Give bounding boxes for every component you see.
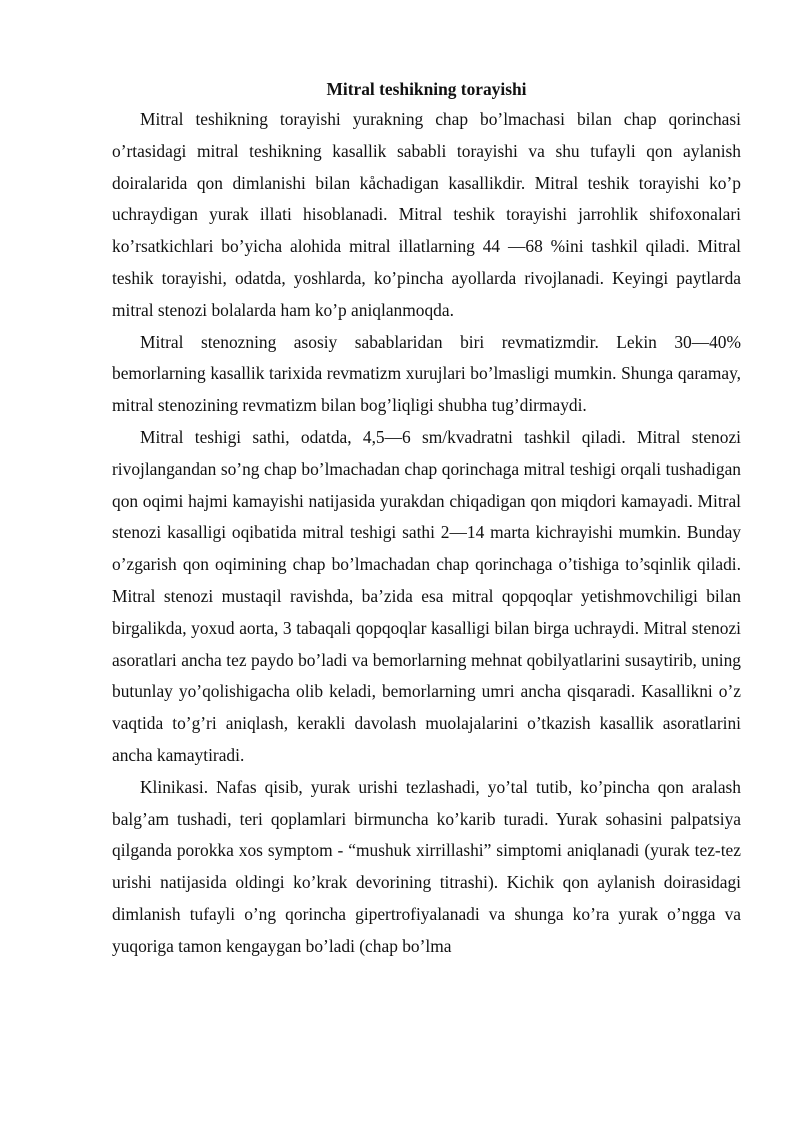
document-title: Mitral teshikning torayishi xyxy=(326,79,527,99)
document-body xyxy=(112,76,741,963)
paragraph-causes: Mitral stenozning asosiy sabablaridan biri revmatizmdir. Lekin 30—40% bemorlarning kasallik tarixida revmatizm xurujlari bo’lmasligi mumkin. Shunga qaramay, mitral stenozining revmatizm bilan bog’liqligi shubha tug’dirmaydi. xyxy=(112,331,741,416)
paragraph-clinical: Klinikasi. Nafas qisib, yurak urishi tezlashadi, yo’tal tutib, ko’pincha qon aralash balg’am tushadi, teri qoplamlari birmuncha ko’karib turadi. Yurak sohasini palpatsiya qilganda porokka xos symptom - “mushuk xirrillashi” simptomi aniqlanadi (yurak tez-tez urishi natijasida oldingi ko’krak devorining titrashi). Kichik qon aylanish doirasidagi dimlanish tufayli o’ng qorincha gipertrofiyalanadi va shunga ko’ra yurak o’ngga va yuqoriga tamon kengaygan bo’ladi (chap bo’lma xyxy=(112,776,741,956)
paragraph-intro: Mitral teshikning torayishi yurakning chap bo’lmachasi bilan chap qorinchasi o’rtasidagi mitral teshikning kasallik sababli torayishi va shu tufayli qon aylanish doiralarida qon dimlanishi bilan kåchadigan kasallikdir. Mitral teshik torayishi ko’p uchraydigan yurak illati hisoblanadi. Mitral teshik torayishi jarrohlik shifoxonalari ko’rsatkichlari bo’yicha alohida mitral illatlarning 44 —68 %ini tashkil qiladi. Mitral teshik torayishi, odatda, yoshlarda, ko’pincha ayollarda rivojlanadi. Keyingi paytlarda mitral stenozi bolalarda ham ko’p aniqlanmoqda. xyxy=(112,109,741,320)
paragraph-pathogenesis: Mitral teshigi sathi, odatda, 4,5—6 sm/kvadratni tashkil qiladi. Mitral stenozi rivojlangandan so’ng chap bo’lmachadan chap qorinchaga mitral teshigi orqali tushadigan qon oqimi hajmi kamayishi natijasida yurakdan chiqadigan qon miqdori kamayadi. Mitral stenozi kasalligi oqibatida mitral teshigi sathi 2—14 marta kichrayishi mumkin. Bunday o’zgarish qon oqimining chap bo’lmachadan chap qorinchaga o’tishiga to’sqinlik qiladi. Mitral stenozi mustaqil ravishda, ba’zida esa mitral qopqoqlar yetishmovchiligi bilan birgalikda, yoxud aorta, 3 tabaqali qopqoqlar kasalligi bilan birga uchraydi. Mitral stenozi asoratlari ancha tez paydo bo’ladi va bemorlarning mehnat qobilyatlarini susaytirib, uning butunlay yo’qolishigacha olib keladi, bemorlarning umri ancha qisqaradi. Kasallikni o’z vaqtida to’g’ri aniqlash, kerakli davolash muolajalarini o’tkazish kasallik asoratlarini ancha kamaytiradi. xyxy=(112,426,741,765)
